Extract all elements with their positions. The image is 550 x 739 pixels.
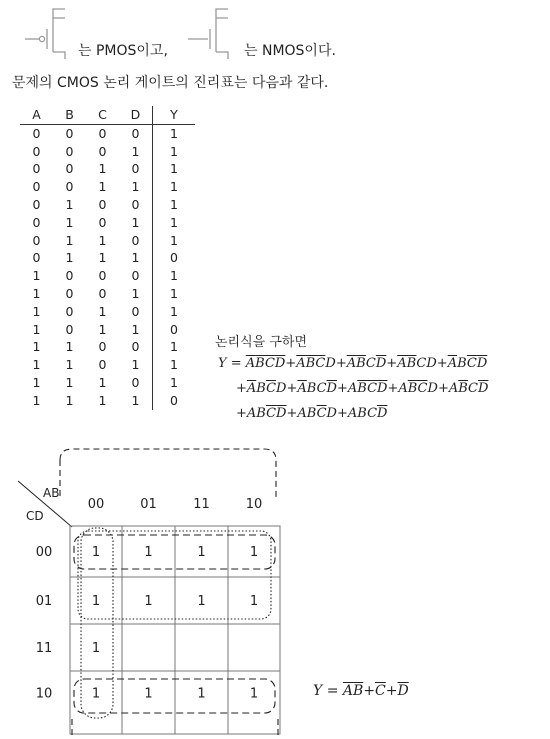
truth-table-row [20,160,195,178]
plus-sign: + [286,406,298,421]
plus-sign: + [336,381,348,396]
truth-table-cell: 1 [32,303,41,319]
truth-table-row [20,303,195,321]
variable-d: D [426,356,437,371]
truth-table-cell: 1 [32,339,41,355]
expression-heading: 논리식을 구하면 [215,335,308,350]
result-term [398,683,409,699]
minterm [297,381,337,396]
truth-table-cell: 1 [119,178,153,196]
variable-a-bar: $\overline{A}$ [447,356,458,371]
truth-table-cell: 1 [119,285,153,303]
truth-table-cell: 1 [32,268,41,284]
intro-sentence: 문제의 CMOS 논리 게이트의 진리표는 다음과 같다. [12,75,329,91]
truth-table-cell: 1 [98,179,107,195]
truth-table-cell: 1 [98,392,107,408]
truth-table-cell: 1 [65,392,74,408]
kmap-cell: 1 [91,686,101,702]
variable-a-bar: $\overline{A}$ [245,356,256,371]
variable-b-bar: $\overline{B}$ [357,381,368,396]
truth-table-cell: 0 [119,160,153,178]
variable-c: C [416,356,427,371]
truth-table-cell: 1 [32,392,41,408]
plus-sign: + [437,381,449,396]
variable-b: B [306,406,317,421]
truth-table-row [20,374,195,392]
truth-table-row [20,321,195,339]
truth-table-header-b: B [53,106,86,124]
minterm [296,356,336,371]
truth-table-cell: 1 [119,392,153,410]
variable-a: A [448,381,459,396]
truth-table-header-c: C [86,106,119,124]
truth-table-row [20,196,195,214]
variable-c: C [316,381,327,396]
kmap-row-header: 01 [35,594,53,609]
minterm [247,381,287,396]
truth-table-cell: 1 [65,214,74,230]
variable-b: B [357,406,368,421]
truth-table-header [20,106,195,124]
kmap-col-header: 01 [140,497,157,512]
truth-table-cell: 1 [170,268,178,284]
variable-a-bar: $\overline{A}$ [296,356,306,371]
truth-table-cell: 1 [119,356,153,374]
variable-c-bar: $\overline{C}$ [417,381,428,396]
kmap-col-header: 11 [193,497,210,512]
kmap-col-variable: AB [43,486,60,500]
truth-table-cell: 1 [98,161,107,177]
variable-a-bar: $\overline{A}$ [246,381,257,396]
result-term [343,683,363,699]
truth-table-cell: 1 [65,232,74,248]
variable-d: D [325,356,336,371]
truth-table-cell: 0 [170,392,178,408]
variable-d-bar: $\overline{D}$ [326,381,337,396]
truth-table-cell: 0 [98,214,107,230]
truth-table-cell: 0 [119,267,153,285]
truth-table-row [20,178,195,196]
variable-c-bar: $\overline{C}$ [316,406,327,421]
kmap-cell: 1 [197,594,206,609]
truth-table-row [20,356,195,374]
variable-d-bar: $\overline{D}$ [377,381,388,396]
truth-table-row [20,232,195,250]
truth-table-cell: 1 [32,357,41,373]
variable-b-bar: $\overline{B}$ [356,356,366,371]
truth-table-cell: 1 [32,374,41,390]
truth-table-cell: 1 [170,357,178,373]
simplified-expression: $Y = \overline{A}\overline{B}+\overline{C}+\overline{D}$ [313,683,409,699]
truth-table-cell: 1 [65,339,74,355]
truth-table-cell: 1 [98,321,107,337]
truth-table [20,106,195,410]
variable-a: A [246,406,257,421]
truth-table-cell: 1 [65,196,74,212]
truth-table-cell: 0 [65,268,74,284]
variable-a: A [347,406,358,421]
variable-b: B [457,356,467,371]
variable-d-bar: $\overline{D}$ [375,356,387,371]
kmap-cell: 1 [144,545,153,560]
truth-table-cell: 1 [65,374,74,390]
truth-table-cell: 0 [98,357,107,373]
truth-table-row [20,143,195,161]
minterm [247,406,287,421]
plus-sign: + [336,406,348,421]
plus-sign: + [386,356,398,371]
kmap-cell: 1 [144,594,153,609]
truth-table-cell: 1 [32,321,41,337]
nmos-symbol [188,8,238,60]
truth-table-cell: 0 [119,124,153,142]
minterm [297,406,337,421]
variable-c-bar: $\overline{C}$ [266,406,277,421]
kmap-cell: 1 [249,545,259,560]
variable-d: D [427,381,438,396]
truth-table-cell: 1 [119,143,153,161]
truth-table-cell: 1 [65,250,74,266]
plus-sign: + [436,356,448,371]
variable-a: A [398,381,408,396]
truth-table-cell: 0 [170,250,178,266]
truth-table-cell: 0 [32,232,41,248]
truth-table-cell: 0 [119,338,153,356]
truth-table-cell: 0 [65,321,74,337]
variable-c-bar: $\overline{C}$ [315,356,326,371]
truth-table-cell: 1 [170,374,178,390]
plus-sign: + [285,356,297,371]
variable-a-bar: $\overline{A}$ [346,356,357,371]
variable-b-bar: $\overline{B}$ [406,356,417,371]
minterm [397,356,437,371]
truth-table-cell: 0 [98,339,107,355]
truth-table-cell: 0 [170,321,178,337]
kmap-cell: 1 [249,686,259,702]
kmap-col-header: 00 [87,497,105,512]
truth-table-cell: 1 [98,250,107,266]
variable-b-bar: $\overline{B}$ [305,356,316,371]
variable-c-bar: $\overline{C}$ [367,381,378,396]
variable-a-bar: $\overline{A}$ [297,381,307,396]
truth-table-cell: 1 [65,357,74,373]
pmos-symbol [25,8,75,60]
variable-c-bar: $\overline{C}$ [266,381,277,396]
truth-table-cell: 0 [32,125,41,141]
plus-sign: + [387,381,399,396]
variable-a: A [297,406,307,421]
variable-c-bar: $\overline{C}$ [466,356,477,371]
variable-c: C [468,381,478,396]
variable-b-bar: $\overline{B}$ [458,381,469,396]
variable-c: C [367,406,378,421]
truth-table-cell: 0 [32,196,41,212]
truth-table-cell: 1 [98,303,107,319]
kmap-row-header: 00 [35,545,53,560]
truth-table-cell: 0 [65,303,74,319]
truth-table-cell: 1 [170,179,178,195]
group-top-dashed [60,449,276,500]
truth-table-cell: 1 [170,196,178,212]
truth-table-row [20,392,195,410]
variable-d-bar: $\overline{D}$ [377,406,388,421]
variable-c: C [365,356,376,371]
truth-table-cell: 0 [98,268,107,284]
truth-table-cell: 0 [32,214,41,230]
truth-table-cell: 0 [65,161,74,177]
kmap-cell: 1 [91,641,101,656]
variable-b: B [306,381,317,396]
variable-b-bar: $\overline{B}$ [407,381,418,396]
kmap-cell: 1 [144,686,153,702]
truth-table-cell: 1 [170,339,178,355]
truth-table-cell: 1 [119,249,153,267]
variable-b: B [256,381,267,396]
kmap-row-header: 10 [35,686,53,702]
minterm [347,356,387,371]
plus-sign: + [385,683,398,699]
truth-table-cell: 1 [170,161,178,177]
truth-table-cell: 1 [119,321,153,339]
kmap-cell: 1 [197,545,206,560]
variable-a-bar: $\overline{A}$ [397,356,407,371]
truth-table-cell: 1 [170,125,178,141]
kmap-cell: 1 [249,594,259,609]
karnaugh-map [0,430,300,739]
truth-table-cell: 1 [119,214,153,232]
pmos-description: 는 PMOS이고, [78,43,168,59]
variable-d: D [276,381,287,396]
truth-table-cell: 0 [98,125,107,141]
truth-table-cell: 0 [119,374,153,392]
minterm [448,356,488,371]
nmos-description: 는 NMOS이다. [244,43,336,59]
truth-table-cell: 0 [65,125,74,141]
truth-table-cell: 0 [65,285,74,301]
expression-line-3: $+AB\overline{C}\overline{D}+AB\overline{C}D+ABC\overline{D}$ [236,406,388,421]
truth-table-cell: 1 [170,303,178,319]
truth-table-cell: 0 [119,303,153,321]
plus-sign: + [286,381,298,396]
minterm [246,356,286,371]
truth-table-header-d: D [119,106,153,124]
variable-c-bar: $\overline{C}$ [375,683,386,699]
variable-a: A [347,381,358,396]
minterm [449,381,489,396]
truth-table-header-y: Y [153,106,196,124]
minterm [348,406,388,421]
plus-sign: + [363,683,376,699]
truth-table-cell: 1 [32,285,41,301]
variable-d-bar: $\overline{D}$ [476,356,488,371]
variable-b-bar: $\overline{B}$ [353,683,364,699]
truth-table-cell: 0 [119,232,153,250]
truth-table-cell: 0 [32,179,41,195]
kmap-col-header: 10 [245,497,263,512]
variable-d-bar: $\overline{D}$ [397,683,409,699]
truth-table-row [20,249,195,267]
variable-b: B [256,406,267,421]
expression-lhs: Y = [218,356,242,371]
truth-table-cell: 1 [170,214,178,230]
minterm [348,381,388,396]
truth-table-cell: 0 [98,196,107,212]
expression-line-1 [218,356,487,371]
result-term [375,683,386,699]
truth-table-cell: 0 [65,143,74,159]
expression-line-2: $+\overline{A}B\overline{C}D+\overline{A}BC\overline{D}+A\overline{B}\overline{C}\overline{D}+A\overline{B}\overline{C}D+A\overline{B}C\overline{D}$ [236,381,489,396]
truth-table-row [20,267,195,285]
kmap-row-variable: CD [26,509,44,523]
variable-d-bar: $\overline{D}$ [276,406,287,421]
truth-table-cell: 0 [119,196,153,214]
truth-table-row [20,285,195,303]
kmap-cell: 1 [91,545,101,560]
truth-table-header-a: A [20,106,53,124]
truth-table-cell: 0 [65,179,74,195]
truth-table-row [20,214,195,232]
variable-d-bar: $\overline{D}$ [477,381,489,396]
truth-table-cell: 1 [170,143,178,159]
truth-table-cell: 0 [98,143,107,159]
truth-table-cell: 0 [98,285,107,301]
variable-d-bar: $\overline{D}$ [274,356,286,371]
kmap-row-header: 11 [35,641,53,656]
truth-table-cell: 1 [98,232,107,248]
variable-a-bar: $\overline{A}$ [342,683,354,699]
truth-table-cell: 0 [32,143,41,159]
kmap-cell: 1 [197,686,206,702]
variable-d: D [326,406,337,421]
kmap-cell: 1 [91,594,101,609]
truth-table-cell: 1 [98,374,107,390]
truth-table-cell: 1 [170,232,178,248]
plus-sign: + [335,356,347,371]
kmap-grid [70,526,280,734]
variable-c-bar: $\overline{C}$ [264,356,275,371]
truth-table-row [20,124,195,142]
truth-table-row [20,338,195,356]
minterm [398,381,438,396]
variable-b-bar: $\overline{B}$ [255,356,265,371]
truth-table-cell: 1 [170,285,178,301]
truth-table-cell: 0 [32,250,41,266]
truth-table-cell: 0 [32,161,41,177]
